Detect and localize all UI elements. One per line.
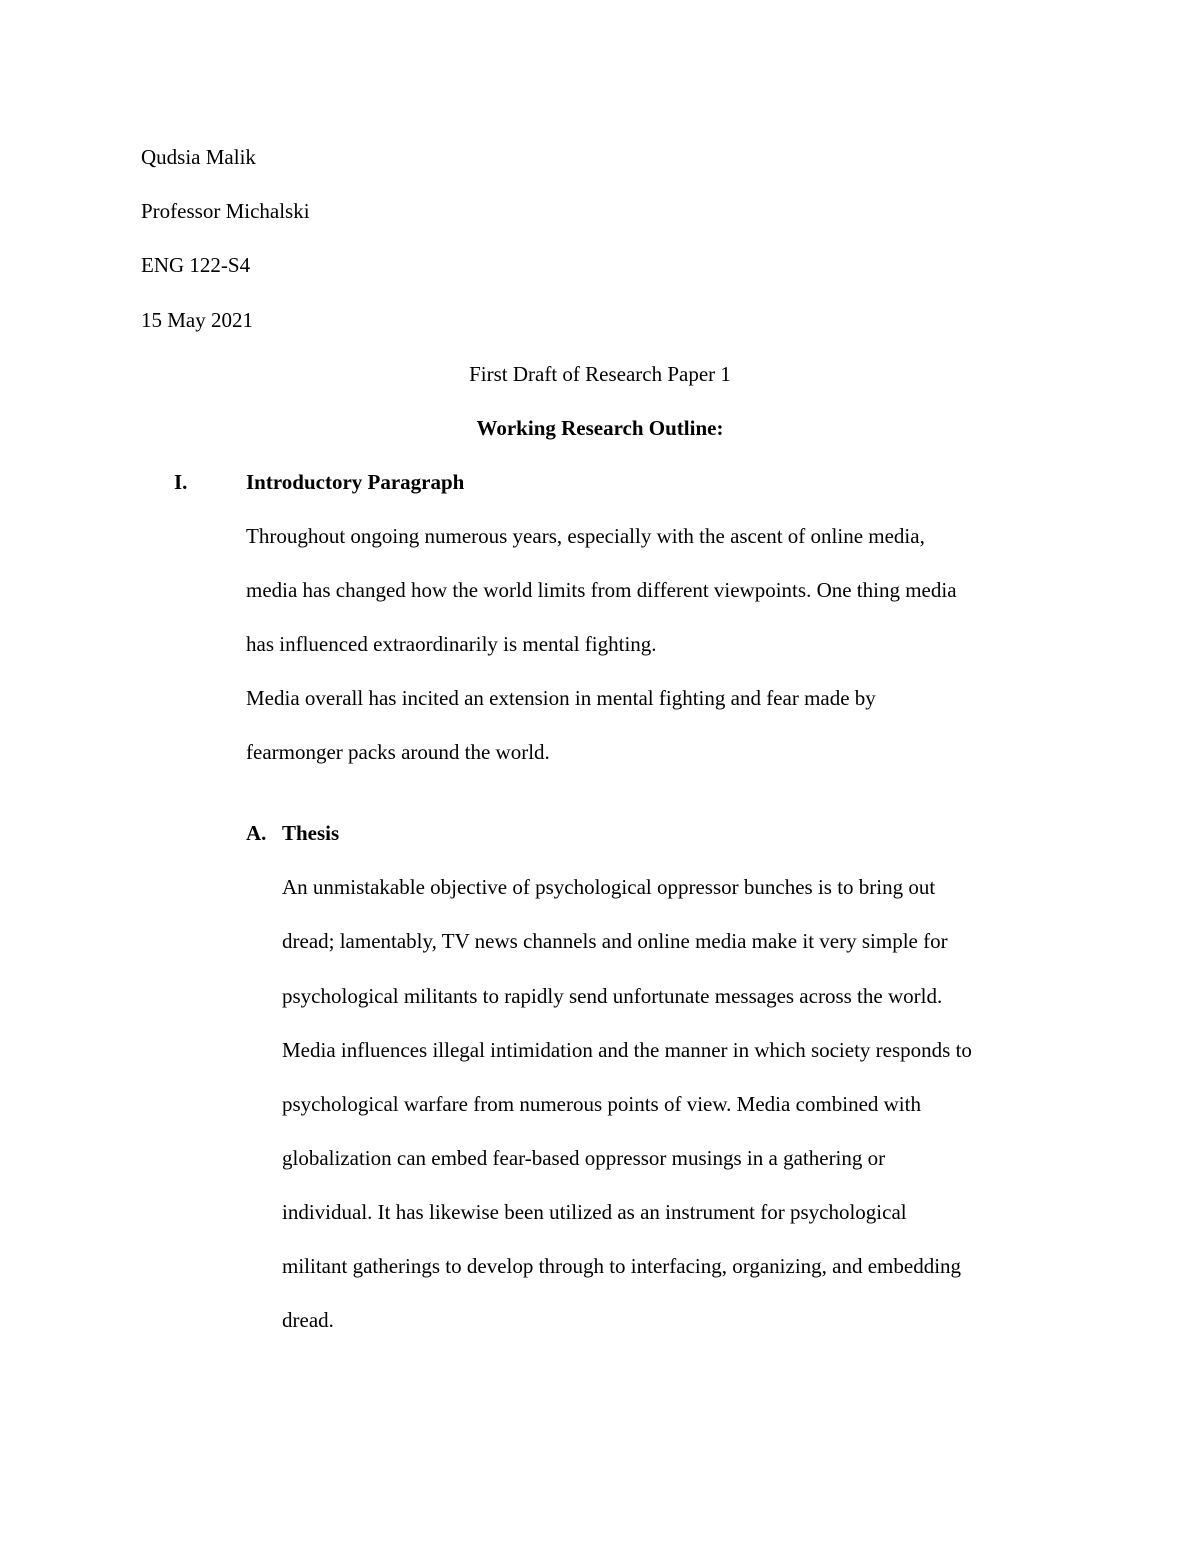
document-date: 15 May 2021	[141, 308, 253, 332]
subsection-letter: A.	[246, 821, 267, 845]
thesis-line: individual. It has likewise been utilized as an instrument for psychological	[282, 1200, 907, 1224]
thesis-line: psychological militants to rapidly send unfortunate messages across the world.	[282, 984, 943, 1008]
author-name: Qudsia Malik	[141, 145, 256, 169]
thesis-line: An unmistakable objective of psychological oppressor bunches is to bring out	[282, 875, 936, 899]
thesis-line: globalization can embed fear-based oppressor musings in a gathering or	[282, 1146, 886, 1170]
professor-name: Professor Michalski	[141, 199, 310, 223]
course-code: ENG 122-S4	[141, 253, 251, 277]
intro-paragraph-line: Throughout ongoing numerous years, especially with the ascent of online media,	[246, 524, 925, 548]
thesis-line: Media influences illegal intimidation and the manner in which society responds to	[282, 1038, 972, 1062]
intro-paragraph-line: Media overall has incited an extension in mental fighting and fear made by	[246, 686, 876, 710]
thesis-line: dread; lamentably, TV news channels and online media make it very simple for	[282, 929, 948, 953]
thesis-line: dread.	[282, 1308, 334, 1332]
intro-paragraph-line: fearmonger packs around the world.	[246, 740, 550, 764]
thesis-line: militant gatherings to develop through to interfacing, organizing, and embedding	[282, 1254, 962, 1278]
subsection-heading: Thesis	[282, 821, 340, 845]
document-title: First Draft of Research Paper 1	[469, 362, 731, 386]
section-heading: Introductory Paragraph	[246, 470, 465, 494]
outline-heading: Working Research Outline:	[476, 416, 724, 440]
intro-paragraph-line: media has changed how the world limits from different viewpoints. One thing media	[246, 578, 957, 602]
thesis-line: psychological warfare from numerous points of view. Media combined with	[282, 1092, 921, 1116]
intro-paragraph-line: has influenced extraordinarily is mental fighting.	[246, 632, 657, 656]
section-numeral: I.	[174, 470, 188, 494]
